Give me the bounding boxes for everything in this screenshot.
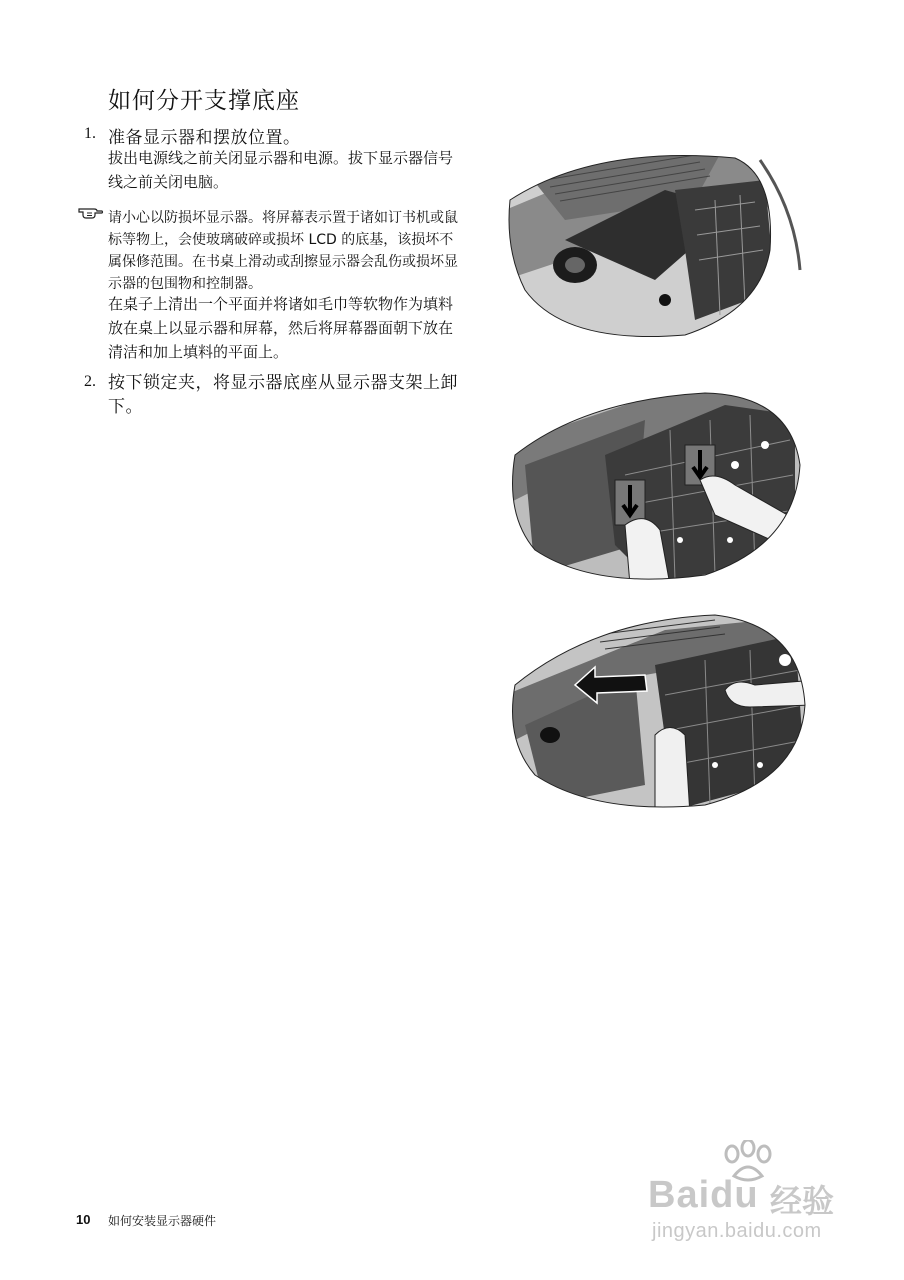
step-2-heading-line: 按下锁定夹，将显示器底座从显示器支架上卸 [108,373,458,393]
prep-line: 放在桌上以显示器和屏幕，然后将屏幕器面朝下放在 [108,319,454,337]
prep-line: 在桌子上清出一个平面并将诸如毛巾等软物作为填料 [108,295,454,313]
watermark-brand-suffix: du [710,1174,759,1216]
slide-base-off-illustration [505,605,815,815]
step-1-body-line: 拔出电源线之前关闭显示器和电源。拔下显示器信号 [108,149,454,167]
prep-instructions [108,292,453,364]
step-1-number: 1. [84,125,96,142]
watermark-product: 经验 [770,1182,835,1220]
note-line: 请小心以防损坏显示器。将屏幕表示置于诸如订书机或鼠 [108,210,458,226]
press-lock-clips-illustration [505,385,805,585]
step-2-number: 2. [84,373,96,390]
prep-line: 清洁和加上填料的平面上。 [108,343,289,361]
step-1-body [108,146,453,194]
step-1-heading: 准备显示器和摆放位置。 [108,128,301,148]
page-title: 如何分开支撑底座 [108,88,300,114]
note-line: 示器的包围物和控制器。 [108,276,262,292]
watermark-url: jingyan.baidu.com [652,1220,822,1242]
watermark-brand: Bai [648,1174,711,1216]
step-2-heading [108,371,458,419]
step-2-heading-line: 下。 [108,397,143,417]
pointing-hand-icon [78,205,104,225]
page-number: 10 [76,1212,91,1227]
monitor-facedown-illustration [505,140,805,340]
section-name: 如何安装显示器硬件 [108,1214,217,1228]
note-line: 属保修范围。在书桌上滑动或刮擦显示器会乱伤或损坏显 [108,254,458,270]
step-1-body-line: 线之前关闭电脑。 [108,173,229,191]
warning-note [108,207,458,295]
note-line: 标等物上，会使玻璃破碎或损坏 LCD 的底基，该损坏不 [108,232,454,248]
baidu-jingyan-watermark [648,1140,858,1250]
